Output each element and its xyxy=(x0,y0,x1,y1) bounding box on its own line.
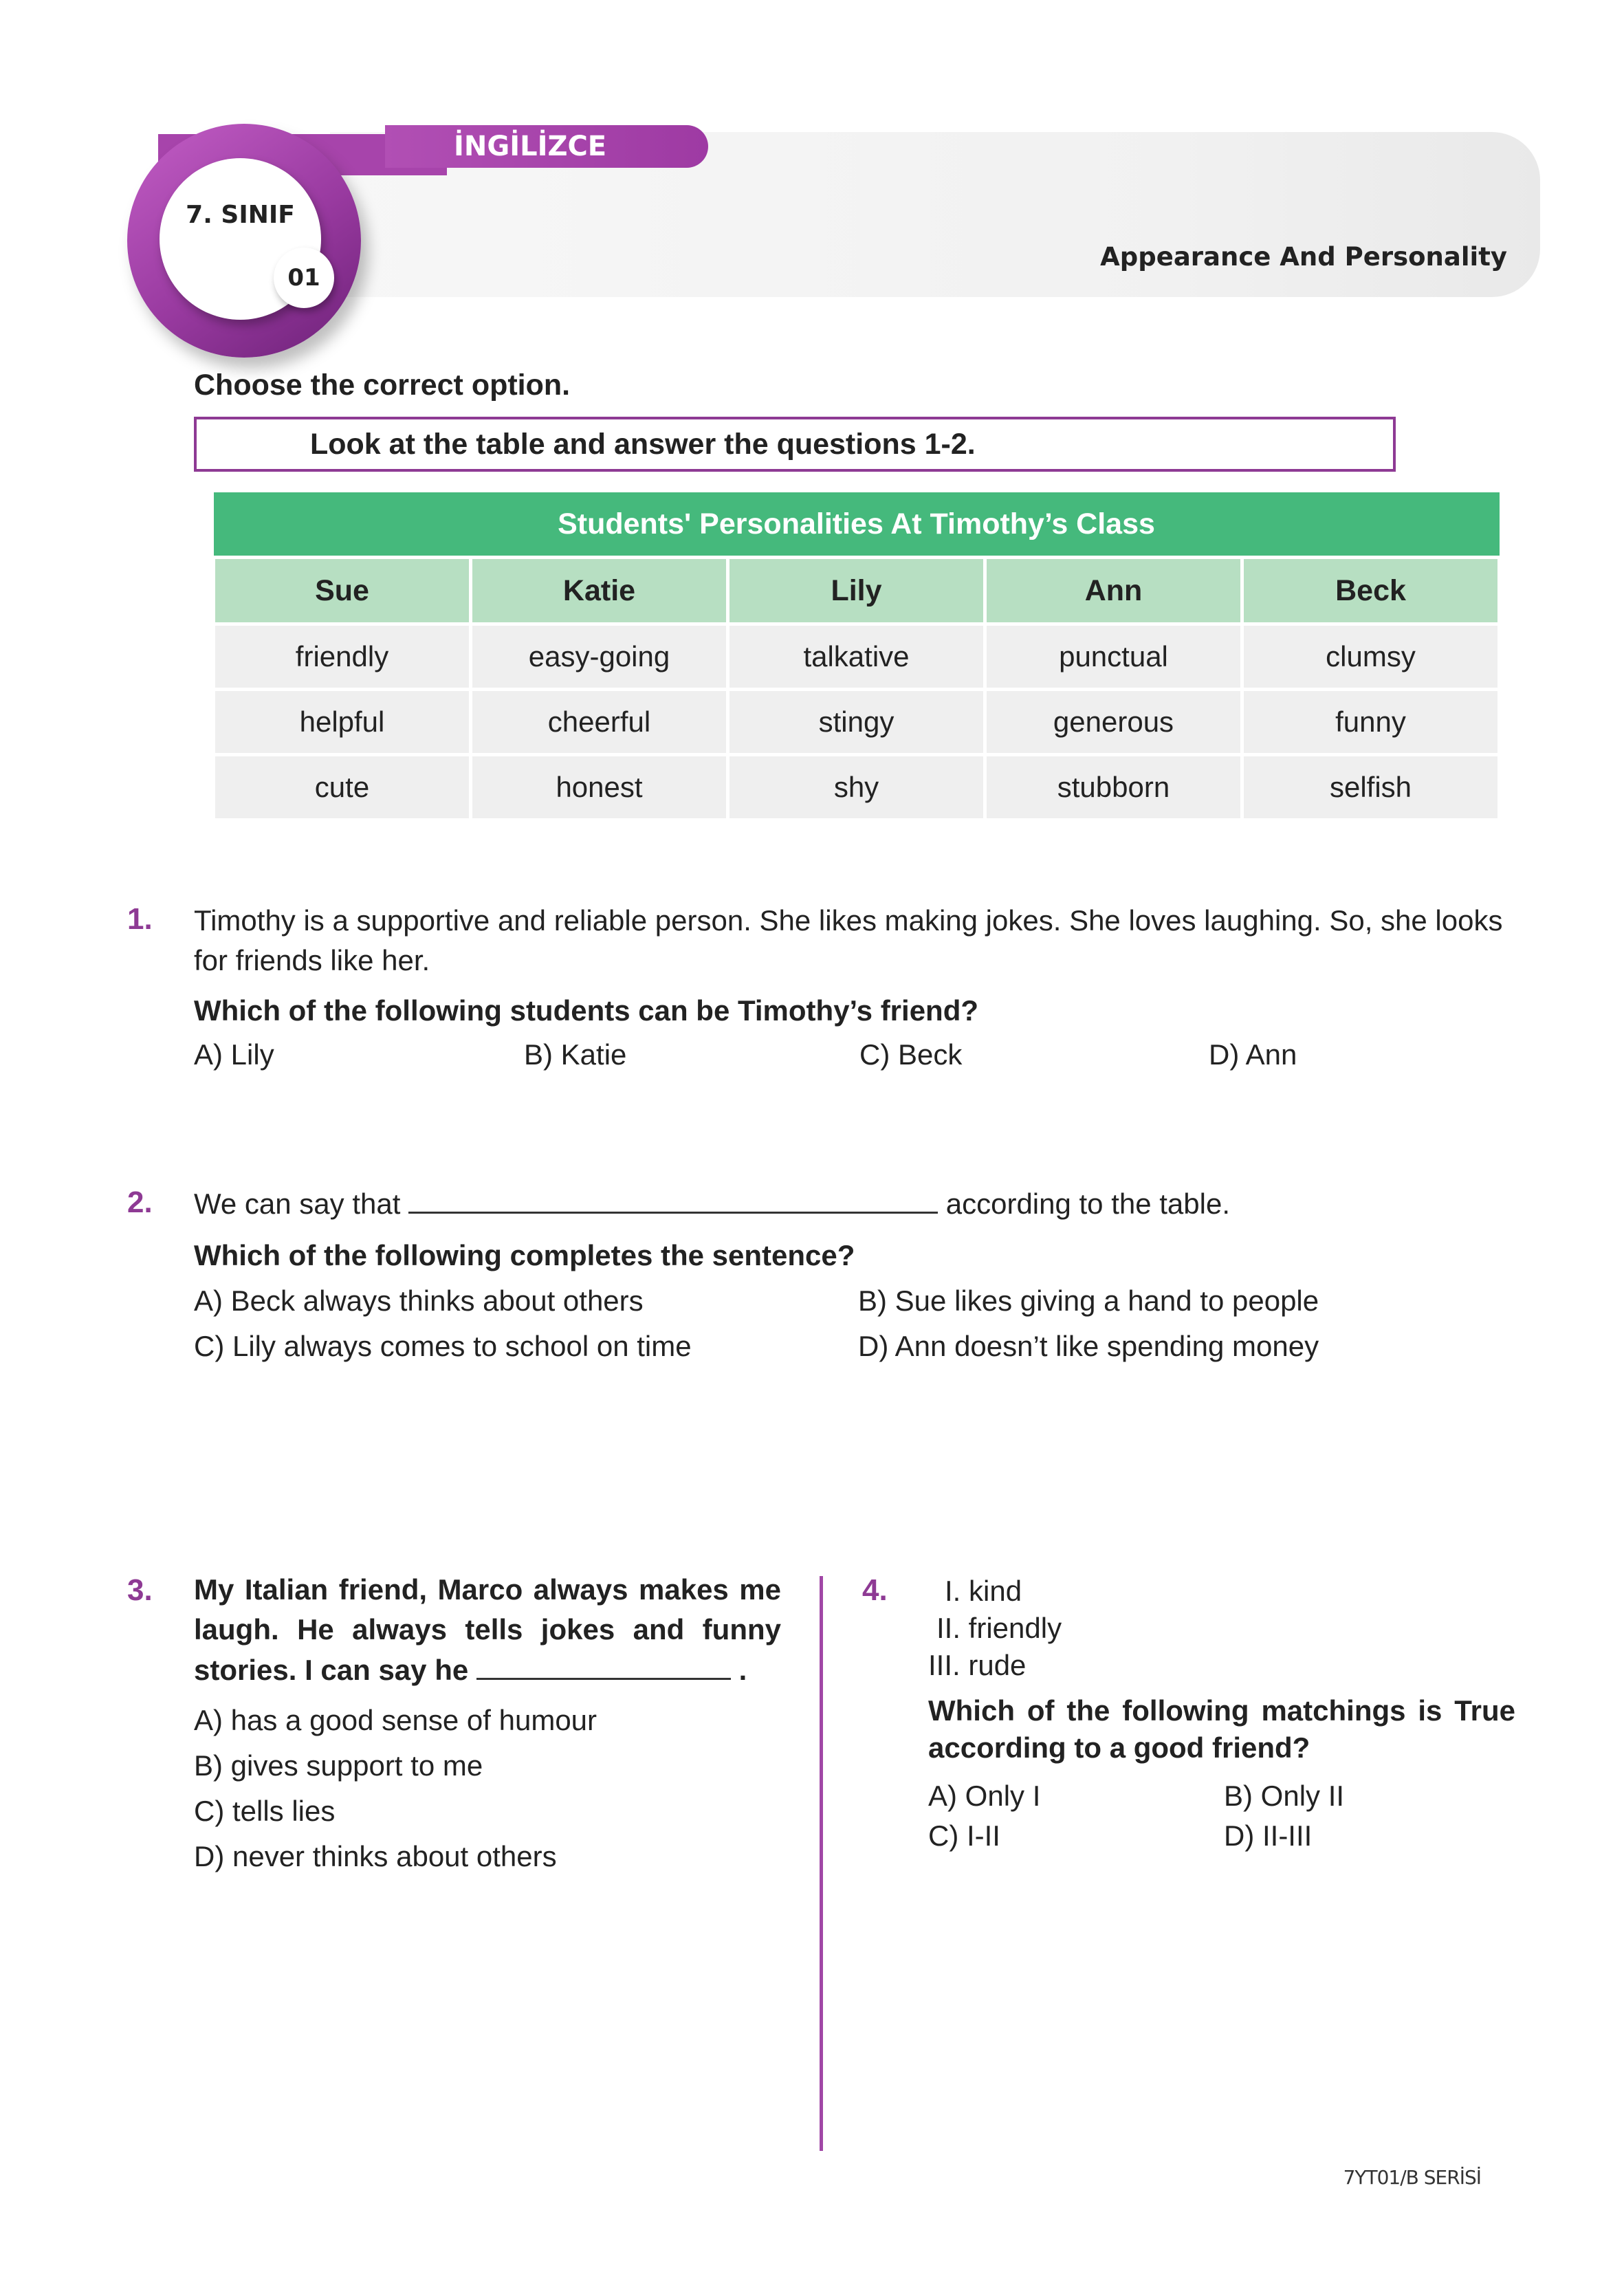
table-cell: shy xyxy=(728,755,985,820)
question-1-option-c[interactable]: C) Beck xyxy=(859,1038,963,1071)
question-2-text-after: according to the table. xyxy=(945,1188,1231,1220)
question-4-item-2: II. friendly xyxy=(936,1612,1062,1644)
table-row xyxy=(214,690,1500,755)
subject-tab: İNGİLİZCE xyxy=(385,125,708,168)
question-2-option-b[interactable]: B) Sue likes giving a hand to people xyxy=(858,1284,1319,1317)
table-cell: cute xyxy=(214,755,471,820)
question-2-option-a[interactable]: A) Beck always thinks about others xyxy=(194,1284,644,1317)
table-header-cell: Beck xyxy=(1242,558,1500,624)
table-cell: talkative xyxy=(728,624,985,690)
question-1-option-d[interactable]: D) Ann xyxy=(1209,1038,1297,1071)
question-1-option-b[interactable]: B) Katie xyxy=(524,1038,627,1071)
question-1-option-a[interactable]: A) Lily xyxy=(194,1038,274,1071)
question-3-text-after: . xyxy=(738,1654,747,1686)
question-4-number: 4. xyxy=(862,1573,888,1607)
info-box: Look at the table and answer the questions 1-2. xyxy=(194,417,1396,472)
table-header-cell: Ann xyxy=(985,558,1242,624)
question-3-number: 3. xyxy=(127,1573,153,1607)
question-4-item-1: I. kind xyxy=(945,1575,1022,1607)
question-4-prompt-line-1: Which of the following matchings is True xyxy=(928,1694,1515,1727)
question-2-number: 2. xyxy=(127,1185,153,1219)
table-row xyxy=(214,755,1500,820)
table-header-cell: Lily xyxy=(728,558,985,624)
question-2-text xyxy=(194,1184,1230,1224)
table-cell: honest xyxy=(471,755,728,820)
table-cell: helpful xyxy=(214,690,471,755)
column-divider xyxy=(820,1576,823,2151)
table-cell: stingy xyxy=(728,690,985,755)
question-2-option-c[interactable]: C) Lily always comes to school on time xyxy=(194,1330,692,1362)
table-cell: stubborn xyxy=(985,755,1242,820)
question-3-option-b[interactable]: B) gives support to me xyxy=(194,1749,483,1782)
question-3-line-2: laugh. He always tells jokes and funny xyxy=(194,1613,781,1646)
personality-table-wrap xyxy=(212,492,1501,822)
question-1-prompt: Which of the following students can be Timothy’s friend? xyxy=(194,994,979,1027)
table-header-cell: Katie xyxy=(471,558,728,624)
personality-table xyxy=(212,492,1501,822)
table-header-row xyxy=(214,558,1500,624)
table-header-cell: Sue xyxy=(214,558,471,624)
table-cell: clumsy xyxy=(1242,624,1500,690)
question-3-line-3 xyxy=(194,1653,747,1687)
question-4-option-a[interactable]: A) Only I xyxy=(928,1780,1041,1812)
question-3-text-before: stories. I can say he xyxy=(194,1654,469,1686)
question-2-blank xyxy=(408,1184,938,1214)
question-3-option-d[interactable]: D) never thinks about others xyxy=(194,1840,557,1872)
table-row xyxy=(214,624,1500,690)
question-3-option-a[interactable]: A) has a good sense of humour xyxy=(194,1704,597,1736)
table-cell: selfish xyxy=(1242,755,1500,820)
question-4-option-b[interactable]: B) Only II xyxy=(1224,1780,1345,1812)
table-cell: punctual xyxy=(985,624,1242,690)
question-4-option-d[interactable]: D) II-III xyxy=(1224,1819,1313,1852)
unit-number-badge: 01 xyxy=(274,248,334,308)
question-2-text-before: We can say that xyxy=(194,1188,401,1220)
table-cell: generous xyxy=(985,690,1242,755)
question-3-line-1: My Italian friend, Marco always makes me xyxy=(194,1573,781,1606)
question-1-number: 1. xyxy=(127,902,153,936)
question-4-item-3: III. rude xyxy=(928,1649,1027,1681)
unit-title: Appearance And Personality xyxy=(1100,242,1507,272)
question-3-option-c[interactable]: C) tells lies xyxy=(194,1795,336,1827)
question-4-option-c[interactable]: C) I-II xyxy=(928,1819,1000,1852)
table-cell: easy-going xyxy=(471,624,728,690)
table-cell: funny xyxy=(1242,690,1500,755)
question-3-blank xyxy=(476,1653,731,1680)
question-2-option-d[interactable]: D) Ann doesn’t like spending money xyxy=(858,1330,1319,1362)
series-code: 7YT01/B SERİSİ xyxy=(1343,2166,1481,2189)
grade-label: 7. SINIF xyxy=(186,201,295,229)
table-cell: cheerful xyxy=(471,690,728,755)
instruction-text: Choose the correct option. xyxy=(194,369,571,402)
table-title: Students' Personalities At Timothy’s Class xyxy=(214,492,1500,558)
question-2-prompt: Which of the following completes the sentence? xyxy=(194,1239,855,1271)
question-4-prompt-line-2: according to a good friend? xyxy=(928,1731,1310,1764)
question-1-text: Timothy is a supportive and reliable person. She likes making jokes. She loves laughing. So, she looks for friends like her. xyxy=(194,904,1503,976)
table-cell: friendly xyxy=(214,624,471,690)
